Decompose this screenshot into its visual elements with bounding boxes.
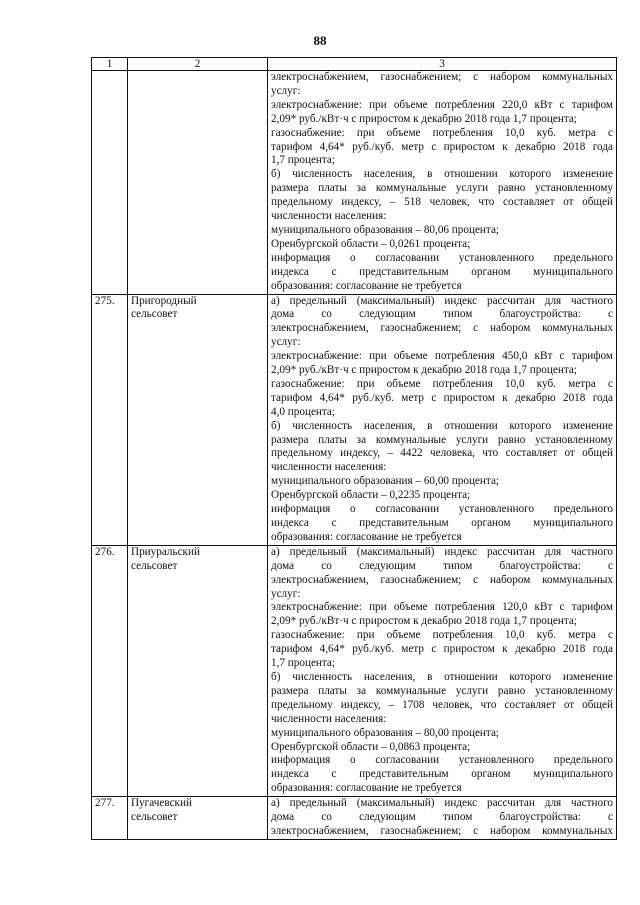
table-row <box>92 545 617 796</box>
description-line: услуг: <box>271 336 301 349</box>
description-line: 1,7 процента; <box>271 154 335 167</box>
description-line: информация о согласовании установленного предельного <box>271 503 613 516</box>
description-line: Оренбургской области – 0,0261 процента; <box>271 237 471 250</box>
description-line: дома со следующим типом благоустройства: с <box>271 559 613 572</box>
description-line: информация о согласовании установленного предельного <box>271 251 613 264</box>
description-line: Оренбургской области – 0,0863 процента; <box>271 740 471 753</box>
index-description <box>268 545 617 796</box>
description-line: информация о согласовании установленного предельного <box>271 754 613 767</box>
description-line: газоснабжение: при объеме потребления 10,0 куб. метра с <box>271 126 613 139</box>
table-row <box>92 294 617 545</box>
index-description <box>268 294 617 545</box>
table-body <box>92 58 617 840</box>
description-line: 1,7 процента; <box>271 657 335 670</box>
description-line: 4,0 процента; <box>271 405 335 418</box>
index-description <box>268 797 617 840</box>
row-number: 276. <box>92 545 128 796</box>
municipality-name-line: Пугачевский <box>131 797 192 810</box>
description-line: б) численность населения, в отношении которого изменение <box>271 670 613 683</box>
description-line: тарифом 4,64* руб./куб. метр с приростом к декабрю 2018 года <box>271 140 613 153</box>
municipality-name-line: Приуральский <box>131 545 200 558</box>
description-line: муниципального образования – 80,00 процента; <box>271 726 500 739</box>
description-line: б) численность населения, в отношении которого изменение <box>271 419 613 432</box>
description-line: индекса с представительным органом муниципального <box>271 768 613 781</box>
description-line: б) численность населения, в отношении которого изменение <box>271 168 613 181</box>
column-header-1: 1 <box>92 58 128 71</box>
description-line: индекса с представительным органом муниципального <box>271 265 613 278</box>
row-number: 277. <box>92 797 128 840</box>
row-number: 275. <box>92 294 128 545</box>
description-line: предельному индексу, – 1708 человек, что составляет от общей <box>271 698 613 711</box>
description-line: тарифом 4,64* руб./куб. метр с приростом к декабрю 2018 года <box>271 643 613 656</box>
description-line: услуг: <box>271 587 301 600</box>
table-row <box>92 71 617 295</box>
index-table <box>91 57 617 840</box>
description-line: электроснабжением, газоснабжением; с набором коммунальных <box>271 824 613 837</box>
description-line: электроснабжением, газоснабжением; с набором коммунальных <box>271 322 613 335</box>
description-line: 2,09* руб./кВт·ч с приростом к декабрю 2018 года 1,7 процента; <box>271 364 577 377</box>
description-line: газоснабжение: при объеме потребления 10,0 куб. метра с <box>271 629 613 642</box>
description-line: численности населения: <box>271 712 387 725</box>
row-number <box>92 71 128 295</box>
description-line: муниципального образования – 60,00 процента; <box>271 475 500 488</box>
description-line: образования: согласование не требуется <box>271 279 462 292</box>
municipality-name-line: сельсовет <box>131 308 178 321</box>
description-line: а) предельный (максимальный) индекс рассчитан для частного <box>271 797 613 810</box>
municipality-name <box>128 797 268 840</box>
description-line: муниципального образования – 80,06 процента; <box>271 223 500 236</box>
description-line: электроснабжением, газоснабжением; с набором коммунальных <box>271 71 613 83</box>
description-line: электроснабжение: при объеме потребления 220,0 кВт с тарифом <box>271 98 613 111</box>
page-number: 88 <box>313 33 327 48</box>
description-line: численности населения: <box>271 210 387 223</box>
description-line: газоснабжение: при объеме потребления 10,0 куб. метра с <box>271 377 613 390</box>
description-line: Оренбургской области – 0,2235 процента; <box>271 489 471 502</box>
municipality-name <box>128 71 268 295</box>
description-line: а) предельный (максимальный) индекс рассчитан для частного <box>271 294 613 307</box>
description-line: 2,09* руб./кВт·ч с приростом к декабрю 2018 года 1,7 процента; <box>271 112 577 125</box>
description-line: индекса с представительным органом муниципального <box>271 517 613 529</box>
table-header-row <box>92 58 617 71</box>
description-line: численности населения: <box>271 461 387 474</box>
description-line: размера платы за коммунальные услуги равно установленному <box>271 684 613 697</box>
municipality-name <box>128 294 268 545</box>
column-header-2: 2 <box>128 58 268 71</box>
description-line: электроснабжением, газоснабжением; с набором коммунальных <box>271 573 613 586</box>
description-line: а) предельный (максимальный) индекс рассчитан для частного <box>271 545 613 558</box>
description-line: образования: согласование не требуется <box>271 782 462 795</box>
municipality-name-line: Пригородный <box>131 294 197 307</box>
description-line: размера платы за коммунальные услуги равно установленному <box>271 433 613 446</box>
description-line: тарифом 4,64* руб./куб. метр с приростом к декабрю 2018 года <box>271 391 613 404</box>
column-header-3: 3 <box>268 58 617 71</box>
description-line: предельному индексу, – 518 человек, что составляет от общей <box>271 196 613 209</box>
table-row <box>92 797 617 840</box>
municipality-name-line: сельсовет <box>131 811 178 824</box>
description-line: электроснабжение: при объеме потребления 450,0 кВт с тарифом <box>271 350 613 363</box>
description-line: дома со следующим типом благоустройства: с <box>271 811 613 824</box>
description-line: размера платы за коммунальные услуги равно установленному <box>271 182 613 195</box>
description-line: предельному индексу, – 4422 человека, что составляет от общей <box>271 447 613 460</box>
municipality-name-line: сельсовет <box>131 559 178 572</box>
municipality-name <box>128 545 268 796</box>
description-line: услуг: <box>271 84 301 97</box>
description-line: электроснабжение: при объеме потребления 120,0 кВт с тарифом <box>271 601 613 614</box>
description-line: дома со следующим типом благоустройства: с <box>271 308 613 321</box>
description-line: 2,09* руб./кВт·ч с приростом к декабрю 2018 года 1,7 процента; <box>271 615 577 628</box>
description-line: образования: согласование не требуется <box>271 530 462 543</box>
index-description <box>268 71 617 295</box>
